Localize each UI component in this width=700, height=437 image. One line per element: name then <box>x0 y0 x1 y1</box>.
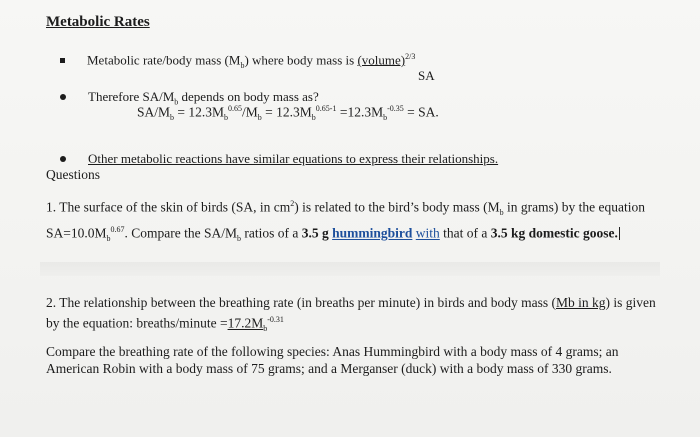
bullet-icon <box>60 94 66 100</box>
bullet-icon <box>60 156 66 162</box>
questions-heading: Questions <box>46 167 100 182</box>
bullet-other-reactions: Other metabolic reactions have similar equations to express their relationships. <box>60 151 498 167</box>
bullet-therefore: Therefore $SA/M_b$ depends on body mass as? <box>60 89 319 107</box>
question-2-compare: Compare the breathing rate of the following species: Anas Hummingbird with a body mass of 4 grams; an American Robin with a body mass of 75 grams; and a Merganser (duck) with a body mass of 330 grams. <box>46 344 619 376</box>
equation-line: $SA/M_b = 12.3M_b^{0.65}/M_b = 12.3M_b^{0.65-1} =12.3M_b^{-0.35}$ = SA. <box>137 104 439 123</box>
hummingbird-link[interactable]: hummingbird <box>332 225 413 241</box>
fraction-denominator: SA <box>418 68 435 83</box>
question-1: 1. The surface of the skin of birds (SA, in $cm^2$) is related to the bird’s body mass ($M_b$ in grams) by the equation $SA=10.0M_b^{0.67}$. Compare the $SA/M_b$ ratios of a 3.5 g hummingbird with that of a 3.5 kg domestic goose. <box>46 199 646 244</box>
with-link[interactable]: with <box>415 225 440 241</box>
question-2: 2. The relationship between the breathing rate (in breaths per minute) in birds and body mass (Mb in kg) is given by the equation: breaths/minute $=17.2M_b^{-0.31}$ <box>46 295 656 334</box>
page-title: Metabolic Rates <box>46 14 150 30</box>
section-divider <box>40 262 660 276</box>
bullet-icon <box>60 58 65 63</box>
volume-term: (volume) <box>357 52 406 68</box>
text-cursor <box>619 227 620 240</box>
bullet-metabolic-rate: Metabolic rate/body mass $(M_b)$ where body mass is (volume)$^{2/3}$ <box>60 52 415 70</box>
